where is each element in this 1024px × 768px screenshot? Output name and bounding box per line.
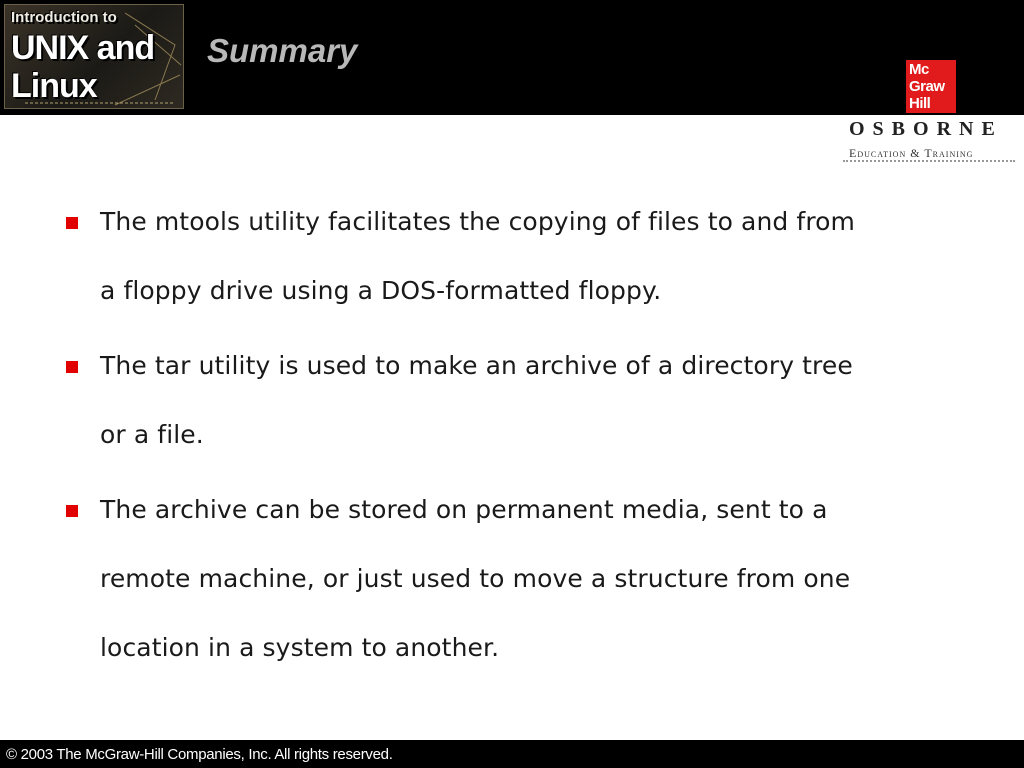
- copyright-notice: © 2003 The McGraw-Hill Companies, Inc. All rights reserved.: [6, 746, 393, 763]
- bullet-text: [100, 475, 980, 682]
- bullet-square-icon: [66, 361, 78, 373]
- mcgraw-logo-word-2: Graw: [909, 78, 945, 95]
- footer-bar: [0, 740, 1024, 768]
- bullet-line: or a file.: [100, 420, 204, 449]
- bullet-text: [100, 187, 980, 325]
- osborne-logo-name: OSBORNE: [849, 118, 1003, 140]
- bullet-square-icon: [66, 505, 78, 517]
- book-logo-line3: Linux: [11, 67, 97, 105]
- bullet-line: The tar utility is used to make an archive of a directory tree: [100, 351, 853, 380]
- bullet-text: [100, 331, 980, 469]
- slide-title: Summary: [207, 32, 358, 69]
- osborne-logo-tagline: Education & Training: [849, 146, 974, 160]
- bullet-line: location in a system to another.: [100, 633, 500, 662]
- bullet-line: remote machine, or just used to move a structure from one: [100, 564, 851, 593]
- mcgraw-logo-word-1: Mc: [909, 61, 929, 78]
- book-logo-line1: Introduction to: [11, 9, 117, 26]
- mcgraw-logo-word-3: Hill: [909, 95, 931, 112]
- bullet-square-icon: [66, 217, 78, 229]
- bullet-line: a floppy drive using a DOS-formatted floppy.: [100, 276, 662, 305]
- bullet-line: The archive can be stored on permanent media, sent to a: [100, 495, 828, 524]
- bullet-line: The mtools utility facilitates the copying of files to and from: [100, 207, 855, 236]
- book-logo-line2: UNIX and: [11, 29, 155, 67]
